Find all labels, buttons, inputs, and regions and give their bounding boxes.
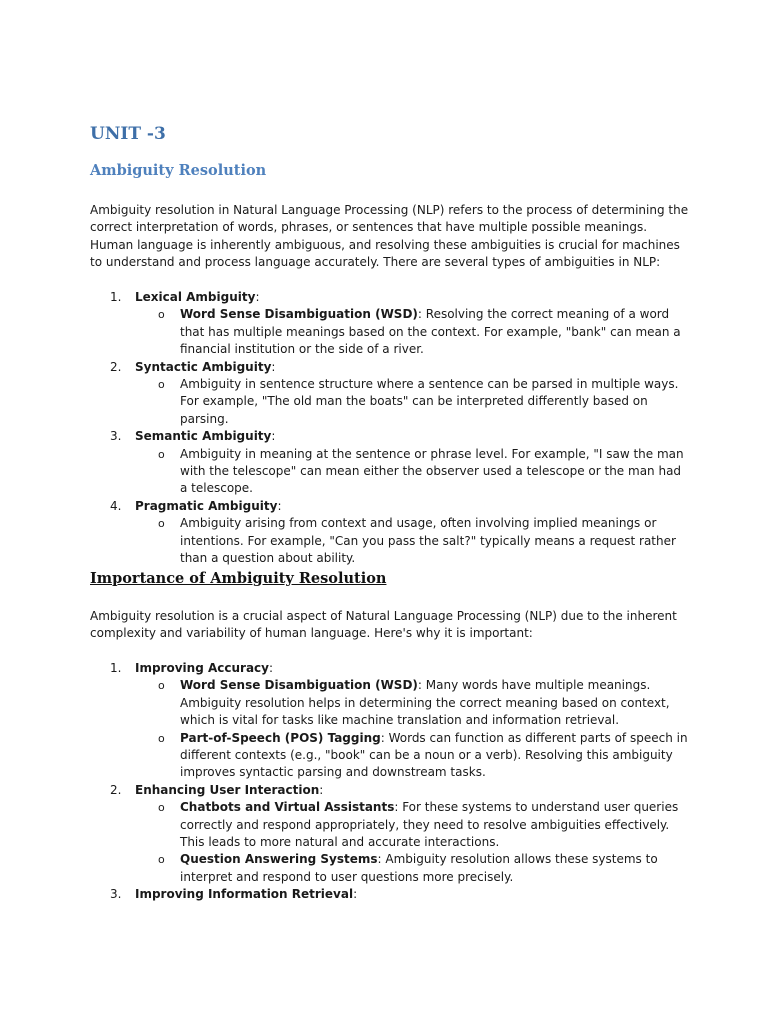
list-item xyxy=(90,660,690,782)
bullet-icon: o xyxy=(158,308,165,322)
sub-list xyxy=(135,677,690,781)
sub-item-label: Chatbots and Virtual Assistants xyxy=(180,800,395,815)
bullet-icon: o xyxy=(158,517,165,531)
sub-list-item xyxy=(135,515,690,567)
sub-item-text: : Resolving the correct meaning of a word that has multiple meanings based on the context. For example, "bank" can mean a financial institution or the side of a river. xyxy=(180,307,681,357)
sub-item-label: Part-of-Speech (POS) Tagging xyxy=(180,730,381,745)
intro-paragraph: Ambiguity resolution in Natural Language Processing (NLP) refers to the process of determining the correct interpretation of words, phrases, or sentences that have multiple possible meanings. Human language is inherently ambiguous, and resolving these ambiguities is crucial for machines to understand and process language accurately. There are several types of ambiguities in NLP: xyxy=(90,203,689,270)
list-number: 2. xyxy=(110,359,122,374)
sub-list xyxy=(135,799,690,886)
ambiguity-types-list xyxy=(90,289,690,568)
list-item-suffix: : xyxy=(271,359,276,374)
importance-list xyxy=(90,660,690,904)
sub-item-label: Question Answering Systems xyxy=(180,852,378,867)
sub-list xyxy=(135,376,690,428)
sub-item-text: Ambiguity in sentence structure where a sentence can be parsed in multiple ways. For example, "The old man the boats" can be interpreted differently based on parsing. xyxy=(180,377,679,426)
list-item xyxy=(90,782,690,886)
bullet-icon: o xyxy=(158,731,165,745)
list-item-label: Enhancing User Interaction xyxy=(135,782,320,797)
list-item-suffix: : xyxy=(319,782,324,797)
sub-item-label: Word Sense Disambiguation (WSD) xyxy=(180,678,418,693)
list-number: 3. xyxy=(110,887,122,902)
bullet-icon: o xyxy=(158,378,165,392)
list-item-label: Syntactic Ambiguity xyxy=(135,359,272,374)
list-number: 2. xyxy=(110,782,122,797)
section-title-ambiguity-resolution: Ambiguity Resolution xyxy=(90,162,267,179)
section-title-importance: Importance of Ambiguity Resolution xyxy=(90,570,387,587)
sub-item-text: : For these systems to understand user queries correctly and respond appropriately, they need to resolve ambiguities effectively. This leads to more natural and accurate interactions. xyxy=(180,800,679,850)
list-item xyxy=(90,886,690,903)
list-item-label: Improving Accuracy xyxy=(135,661,269,675)
list-item-suffix: : xyxy=(255,290,260,304)
unit-title: UNIT -3 xyxy=(90,124,166,144)
sub-list xyxy=(135,446,690,498)
list-item-label: Pragmatic Ambiguity xyxy=(135,498,278,513)
sub-list-item xyxy=(135,799,690,851)
sub-list-item xyxy=(135,851,690,886)
list-item-suffix: : xyxy=(271,429,276,444)
list-number: 3. xyxy=(110,429,122,444)
sub-list-item xyxy=(135,677,690,729)
sub-item-text: : Many words have multiple meanings. Ambiguity resolution helps in determining the correct meaning based on context, which is vital for tasks like machine translation and information retrieval. xyxy=(180,678,670,728)
sub-item-text: Ambiguity arising from context and usage, often involving implied meanings or intentions. For example, "Can you pass the salt?" typically means a request rather than a question about ability. xyxy=(180,516,676,566)
sub-list-item xyxy=(135,376,690,428)
bullet-icon: o xyxy=(158,801,165,815)
list-item-suffix: : xyxy=(353,887,358,902)
importance-paragraph: Ambiguity resolution is a crucial aspect of Natural Language Processing (NLP) due to the inherent complexity and variability of human language. Here's why it is important: xyxy=(90,609,677,641)
list-number: 1. xyxy=(110,661,122,675)
sub-list xyxy=(135,306,690,358)
list-item-label: Lexical Ambiguity xyxy=(135,290,256,304)
list-item-suffix: : xyxy=(268,661,274,675)
list-number: 4. xyxy=(110,498,122,513)
sub-item-text: : Words can function as different parts of speech in different contexts (e.g., "book" can be a noun or a verb). Resolving this ambiguity improves syntactic parsing and downstream tasks. xyxy=(180,730,688,780)
bullet-icon: o xyxy=(158,447,165,461)
list-item xyxy=(90,359,690,429)
list-item xyxy=(90,498,690,568)
sub-list-item xyxy=(135,446,690,498)
bullet-icon: o xyxy=(158,853,165,867)
list-number: 1. xyxy=(110,290,122,304)
list-item-label: Improving Information Retrieval xyxy=(135,887,354,902)
sub-list-item xyxy=(135,306,690,358)
sub-item-text: Ambiguity in meaning at the sentence or phrase level. For example, "I saw the man with the telescope" can mean either the observer used a telescope or the man had a telescope. xyxy=(180,446,684,496)
bullet-icon: o xyxy=(158,679,165,693)
sub-list-item xyxy=(135,730,690,782)
list-item-suffix: : xyxy=(277,498,282,513)
list-item-label: Semantic Ambiguity xyxy=(135,429,272,444)
sub-item-label: Word Sense Disambiguation (WSD) xyxy=(180,307,418,322)
list-item xyxy=(90,428,690,498)
sub-item-text: : Ambiguity resolution allows these systems to interpret and respond to user questions more precisely. xyxy=(180,852,658,884)
list-item xyxy=(90,289,690,359)
sub-list xyxy=(135,515,690,567)
